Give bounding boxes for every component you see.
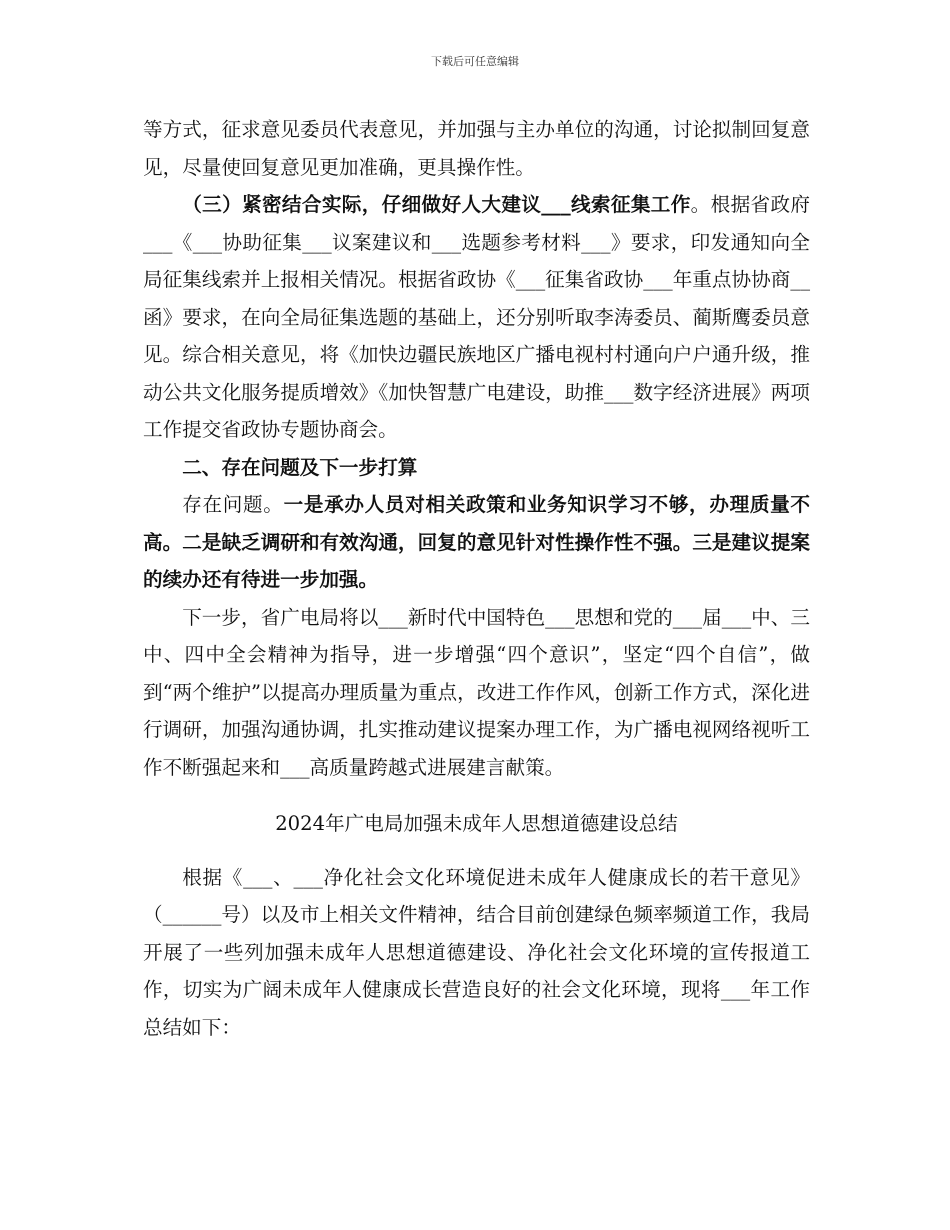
paragraph-5: 根据《___、___净化社会文化环境促进未成年人健康成长的若干意见》（______号）以及市上相关文件精神，结合目前创建绿色频率频道工作，我局开展了一些列加强未成年人思想道德建设、净化社会文化环境的宣传报道工作，切实为广阔未成年人健康成长营造良好的社会文化环境，现将___年工作总结如下： [143,865,810,1039]
paragraph-1: 等方式，征求意见委员代表意见，并加强与主办单位的沟通，讨论拟制回复意见，尽量使回复意见更加准确，更具操作性。 [143,118,810,179]
paragraph-3-lead: 存在问题。 [182,493,284,516]
paragraph-3 [143,486,810,599]
paragraph-2 [143,186,810,449]
paragraph-3-bold: 一是承办人员对相关政策和业务知识学习不够，办理质量不高。二是缺乏调研和有效沟通，回复的意见针对性操作性不强。三是建议提案的续办还有待进一步加强。 [143,493,811,591]
section-3-heading: （三）紧密结合实际，仔细做好人大建议___线索征集工作 [182,193,691,216]
paragraph-2-text: 。根据省政府___《___协助征集___议案建议和___选题参考材料___》要求，印发通知向全局征集线索并上报相关情况。根据省政协《___征集省政协___年重点协协商__函》要求，在向全局征集选题的基础上，还分别听取李涛委员、蔺斯鹰委员意见。综合相关意见，将《加快边疆民族地区广播电视村村通向户户通升级，推动公共文化服务提质增效》《加快智慧广电建设，助推___数字经济进展》两项工作提交省政协专题协商会。 [143,193,811,441]
paragraph-4: 下一步，省广电局将以___新时代中国特色___思想和党的___届___中、三中、四中全会精神为指导，进一步增强“四个意识”，坚定“四个自信”，做到“两个维护”以提高办理质量为重点，改进工作作风，创新工作方式，深化进行调研，加强沟通协调，扎实推动建议提案办理工作，为广播电视网络视听工作不断强起来和___高质量跨越式进展建言献策。 [143,605,810,779]
document-body [143,111,810,1046]
document-title: 2024年广电局加强未成年人思想道德建设总结 [275,812,678,835]
page-header: 下载后可任意编辑 [431,55,519,68]
section-2-heading: 二、存在问题及下一步打算 [182,455,418,479]
